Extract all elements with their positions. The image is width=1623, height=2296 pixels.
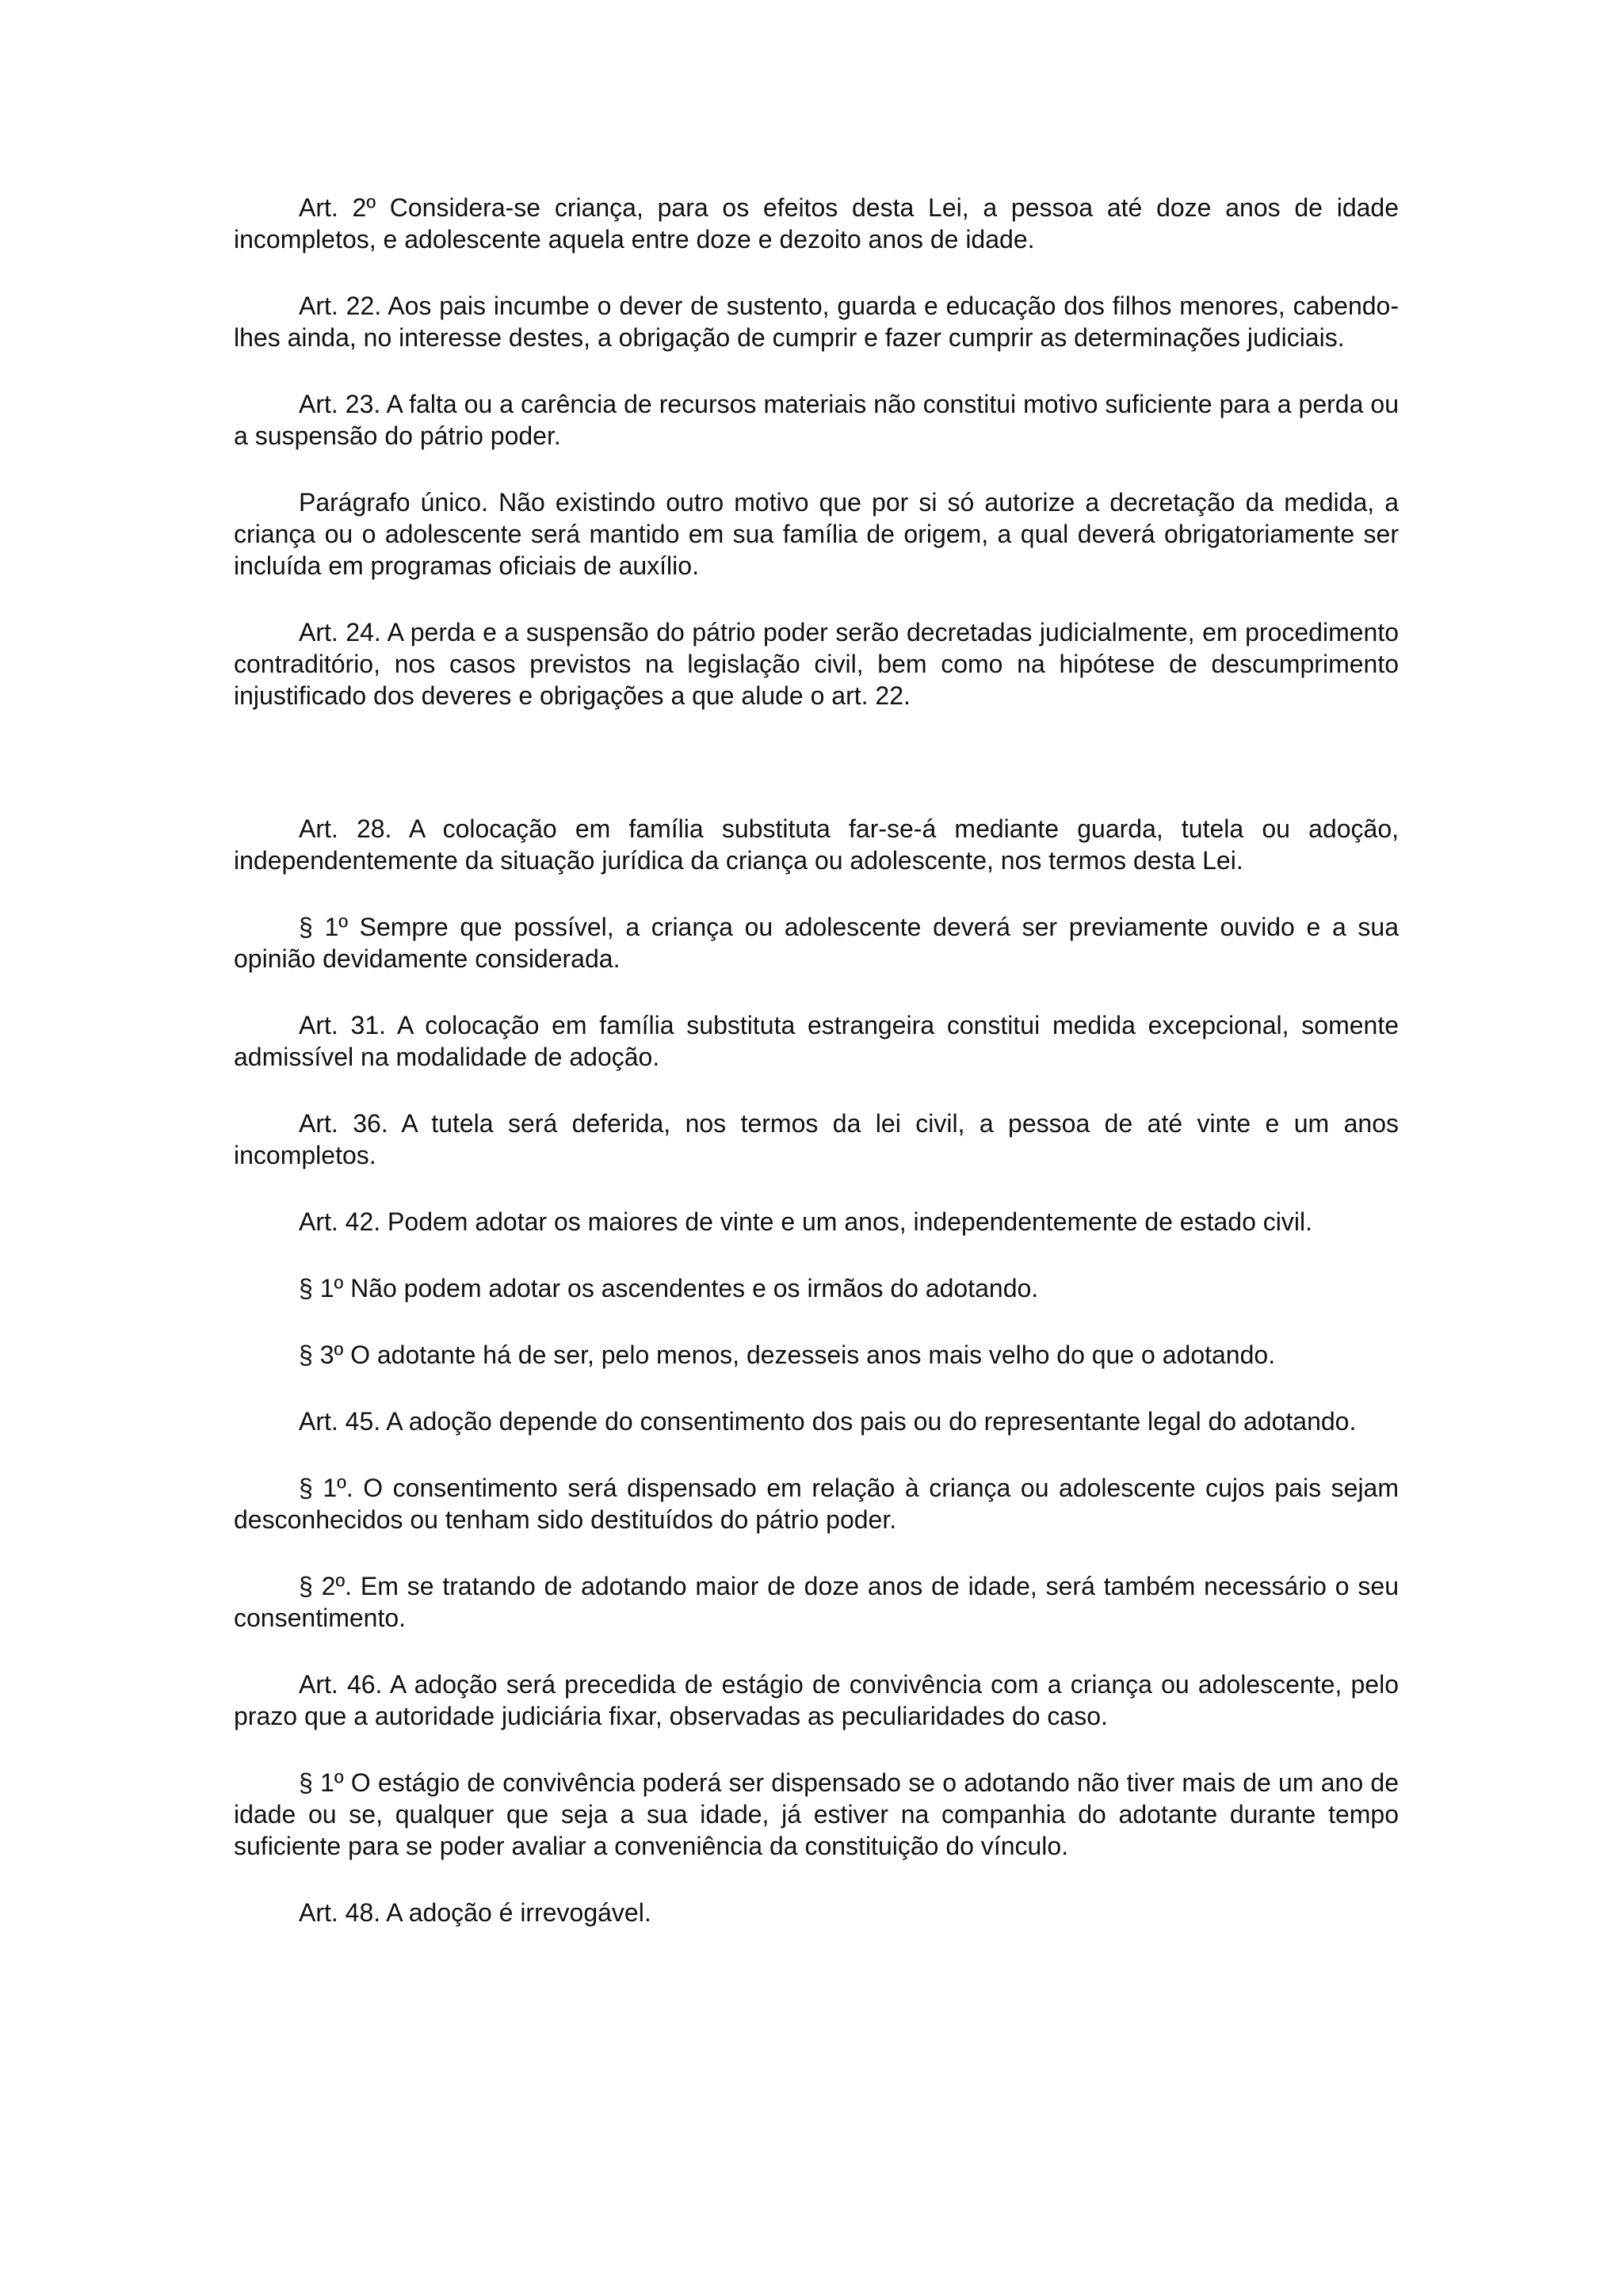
paragraph-art-48: Art. 48. A adoção é irrevogável. [299, 1898, 651, 1927]
document-body [234, 192, 1399, 1963]
paragraph-art-24: Art. 24. A perda e a suspensão do pátrio poder serão decretadas judicialmente, em procedimento contraditório, nos casos previstos na legislação civil, bem como na hipótese de descumprimento injustificado dos deveres e obrigações a que alude o art. 22. [234, 618, 1399, 710]
paragraph-art-28: Art. 28. A colocação em família substituta far-se-á mediante guarda, tutela ou adoção, independentemente da situação jurídica da criança ou adolescente, nos termos desta Lei. [234, 814, 1399, 875]
paragraph-art-31: Art. 31. A colocação em família substituta estrangeira constitui medida excepcional, somente admissível na modalidade de adoção. [234, 1011, 1399, 1071]
paragraph-art-46: Art. 46. A adoção será precedida de estágio de convivência com a criança ou adolescente, pelo prazo que a autoridade judiciária fixar, observadas as peculiaridades do caso. [234, 1670, 1399, 1730]
paragraph-art-23-paragrafo-unico: Parágrafo único. Não existindo outro motivo que por si só autorize a decretação da medida, a criança ou o adolescente será mantido em sua família de origem, a qual deverá obrigatoriamente ser incluída em programas oficiais de auxílio. [234, 488, 1399, 580]
paragraph-art-36: Art. 36. A tutela será deferida, nos termos da lei civil, a pessoa de até vinte e um anos incompletos. [234, 1109, 1399, 1169]
paragraph-art-46-par-1: § 1º O estágio de convivência poderá ser dispensado se o adotando não tiver mais de um ano de idade ou se, qualquer que seja a sua idade, já estiver na companhia do adotante durante tempo suficiente para se poder avaliar a conveniência da constituição do vínculo. [234, 1768, 1399, 1860]
paragraph-art-28-par-1: § 1º Sempre que possível, a criança ou adolescente deverá ser previamente ouvido e a sua opinião devidamente considerada. [234, 913, 1399, 973]
paragraph-art-2: Art. 2º Considera-se criança, para os efeitos desta Lei, a pessoa até doze anos de idade incompletos, e adolescente aquela entre doze e dezoito anos de idade. [234, 193, 1399, 254]
paragraph-art-45: Art. 45. A adoção depende do consentimento dos pais ou do representante legal do adotando. [299, 1407, 1357, 1436]
paragraph-art-42-par-1: § 1º Não podem adotar os ascendentes e os irmãos do adotando. [299, 1274, 1039, 1302]
paragraph-art-42: Art. 42. Podem adotar os maiores de vinte e um anos, independentemente de estado civil. [299, 1207, 1312, 1236]
paragraph-art-45-par-1: § 1º. O consentimento será dispensado em relação à criança ou adolescente cujos pais sejam desconhecidos ou tenham sido destituídos do pátrio poder. [234, 1474, 1399, 1534]
paragraph-art-23: Art. 23. A falta ou a carência de recursos materiais não constitui motivo suficiente para a perda ou a suspensão do pátrio poder. [234, 390, 1399, 450]
paragraph-art-45-par-2: § 2º. Em se tratando de adotando maior de doze anos de idade, será também necessário o seu consentimento. [234, 1572, 1399, 1632]
paragraph-art-22: Art. 22. Aos pais incumbe o dever de sustento, guarda e educação dos filhos menores, cabendo-lhes ainda, no interesse destes, a obrigação de cumprir e fazer cumprir as determinações judiciais. [234, 292, 1399, 352]
paragraph-art-42-par-3: § 3º O adotante há de ser, pelo menos, dezesseis anos mais velho do que o adotando. [299, 1341, 1276, 1369]
